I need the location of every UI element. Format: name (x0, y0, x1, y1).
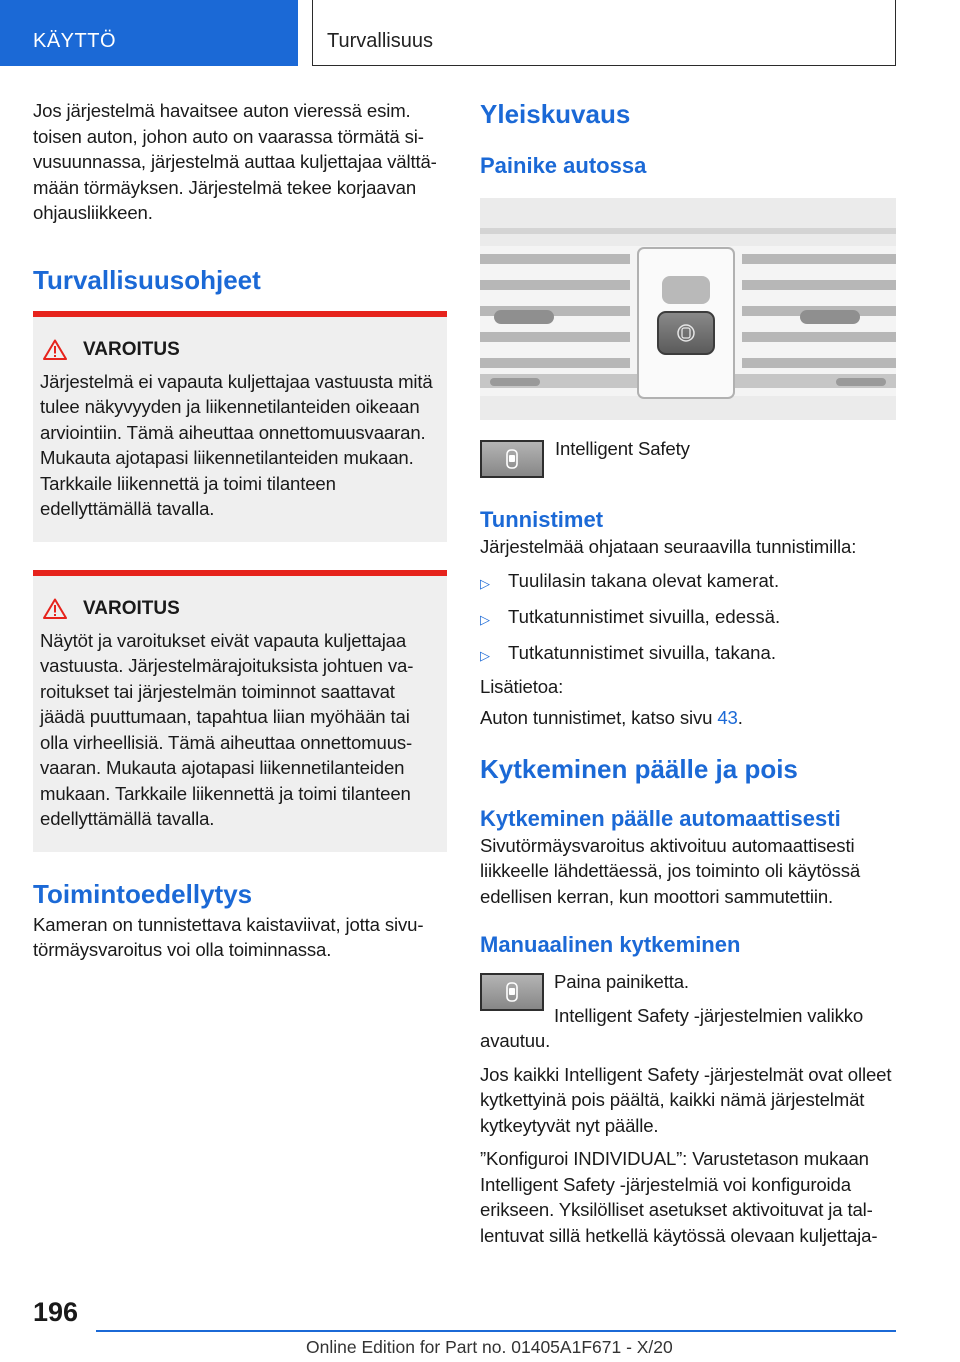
footer-rule (96, 1330, 896, 1332)
warning-label: VAROITUS (83, 338, 180, 360)
car-shield-icon (503, 981, 521, 1003)
bullet-triangle-icon: ▷ (480, 575, 490, 591)
left-column (33, 98, 447, 963)
more-info-text: Auton tunnistimet, katso sivu (480, 707, 718, 728)
sensors-intro: Järjestelmää ohjataan seuraavilla tunnistimilla: (480, 536, 857, 557)
page-number: 196 (33, 1297, 79, 1327)
bullet-triangle-icon: ▷ (480, 611, 490, 627)
condition-paragraph: Kameran on tunnistettava kaistaviivat, jotta sivutörmäysvaroitus voi olla toiminnassa. (33, 913, 424, 960)
list-item (480, 604, 896, 632)
more-info-paragraph (480, 705, 896, 731)
warning-title-1 (40, 339, 437, 361)
warning-text-1: Järjestelmä ei vapauta kuljettajaa vastuusta mitä tulee näkyvyyden ja liikennetilanteiden oikeaan arviointiin. Tämä aiheuttaa onnettomuusvaaran. Mukauta ajotapasi liikennetilanteiden mukaan. Tarkkaile liikennettä ja toimi tilanteen edellyttämällä tavalla. (40, 370, 433, 519)
switch-heading: Kytkeminen päälle ja pois (480, 753, 798, 784)
button-photo (480, 198, 896, 420)
page-link[interactable]: 43 (717, 707, 738, 728)
warning-title-2 (40, 598, 437, 620)
more-info-label: Lisätietoa: (480, 675, 564, 697)
paragraph-all-systems: Jos kaikki Intelligent Safety -järjestelmät ovat olleet kytkettyinä pois päältä, kaikki nämä järjestelmät kytkeytyvät nyt päälle. (480, 1063, 892, 1136)
intelligent-safety-button-icon (480, 973, 544, 1011)
sensors-heading: Tunnistimet (480, 507, 604, 532)
section-tab: KÄYTTÖ (0, 0, 298, 66)
manual-heading: Manuaalinen kytkeminen (480, 932, 741, 957)
auto-heading: Kytkeminen päälle automaattisesti (480, 805, 841, 831)
manual-step-block (480, 969, 896, 1054)
chapter-title: Turvallisuus (312, 0, 896, 66)
warning-triangle-icon (43, 598, 67, 619)
manual-result: Intelligent Safety -järjestelmien valikko avautuu. (480, 1004, 864, 1051)
button-heading: Painike autossa (480, 153, 647, 178)
button-legend (480, 440, 896, 478)
footer-edition: Online Edition for Part no. 01405A1F671 - X/20 (306, 1337, 673, 1357)
list-item (480, 568, 896, 596)
more-info-end: . (737, 707, 743, 728)
intro-paragraph: Jos järjestelmä havaitsee auton vieressä esim. toisen auton, johon auto on vaarassa törmätä sivusuunnassa, järjestelmä auttaa kuljettajaa välttämään törmäyksen. Järjestelmä tekee korjaavan ohjausliikkeen. (33, 100, 437, 223)
warning-label: VAROITUS (83, 597, 180, 619)
manual-step: Paina painiketta. (554, 971, 689, 992)
button-label: Intelligent Safety (555, 438, 690, 459)
list-item-text: Tutkatunnistimet sivuilla, takana. (508, 641, 777, 663)
overview-heading: Yleiskuvaus (480, 99, 631, 129)
intelligent-safety-button-icon (480, 440, 544, 478)
list-item-text: Tuulilasin takana olevat kamerat. (508, 569, 780, 591)
safety-heading: Turvallisuusohjeet (33, 264, 261, 295)
list-item-text: Tutkatunnistimet sivuilla, edessä. (508, 605, 781, 627)
right-column (480, 98, 896, 1248)
warning-box-1 (33, 311, 447, 542)
bullet-triangle-icon: ▷ (480, 647, 490, 663)
list-item (480, 640, 896, 668)
warning-triangle-icon (43, 339, 67, 360)
auto-paragraph: Sivutörmäysvaroitus aktivoituu automaattisesti liikkeelle lähdettäessä, jos toiminto oli käytössä edellisen kerran, kun moottori sammutettiin. (480, 834, 861, 907)
warning-text-2: Näytöt ja varoitukset eivät vapauta kuljettajaa vastuusta. Järjestelmärajoituksista johtuen varoitukset tai järjestelmän toiminnot saattavat jäädä puuttumaan, tapahtua liian myöhään tai olla virheellisiä. Tämä aiheuttaa onnettomuusvaaran. Mukauta ajotapasi liikennetilanteiden mukaan. Tarkkaile liikennettä ja toimi tilanteen edellyttämällä tavalla. (40, 629, 414, 829)
car-shield-icon (503, 448, 521, 470)
dashboard-vent-illustration (480, 198, 896, 420)
warning-box-2 (33, 570, 447, 852)
paragraph-configure: ”Konfiguroi INDIVIDUAL”: Varustetason mukaan Intelligent Safety -järjestelmiä voi konfiguroida erikseen. Yksilölliset asetukset aktivoituvat ja tallentuvat sillä hetkellä käytössä olevaan kuljettaja- (480, 1148, 878, 1246)
condition-heading: Toimintoedellytys (33, 878, 253, 909)
